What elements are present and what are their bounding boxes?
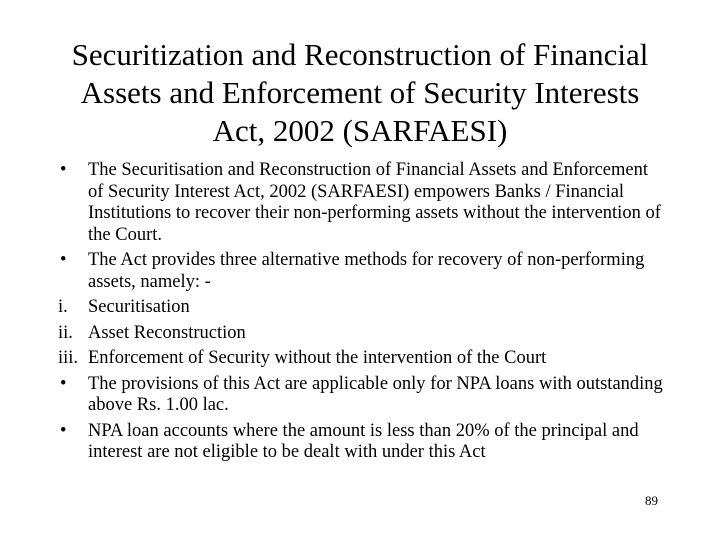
list-item [58,160,668,246]
bullet-marker: • [60,250,67,270]
roman-numeral-marker: i. [58,297,68,317]
bullet-list [58,160,668,468]
list-item-text: NPA loan accounts where the amount is less than 20% of the principal and interest are not eligible to be dealt with under this Act [88,420,639,462]
title-line-3: Act, 2002 (SARFAESI) [212,113,508,148]
list-item [58,348,668,370]
title-line-2: Assets and Enforcement of Security Interests [80,75,640,110]
list-item-text: Securitisation [88,297,190,317]
list-item-text: Asset Reconstruction [88,322,246,343]
bullet-marker: • [60,420,67,441]
roman-numeral-marker: iii. [58,348,79,368]
list-item [58,250,668,293]
slide-title [40,36,680,150]
list-item-text: The Securitisation and Reconstruction of Financial Assets and Enforcement of Security Interest Act, 2002 (SARFAESI) empowers Banks / Financial Institutions to recover their non-performing assets without the intervention of the Court. [88,160,661,245]
list-item [58,374,668,417]
list-item [58,297,668,319]
list-item-text: Enforcement of Security without the intervention of the Court [88,348,547,368]
list-item [58,323,668,345]
bullet-marker: • [60,373,67,394]
bullet-marker: • [60,160,67,180]
list-item-text: The Act provides three alternative methods for recovery of non-performing assets, namely: - [88,250,645,292]
roman-numeral-marker: ii. [58,322,73,343]
title-line-1: Securitization and Reconstruction of Financial [71,37,649,72]
list-item [58,421,668,464]
page-number: 89 [645,493,658,508]
list-item-text: The provisions of this Act are applicable only for NPA loans with outstanding above Rs. 1.00 lac. [88,373,663,415]
